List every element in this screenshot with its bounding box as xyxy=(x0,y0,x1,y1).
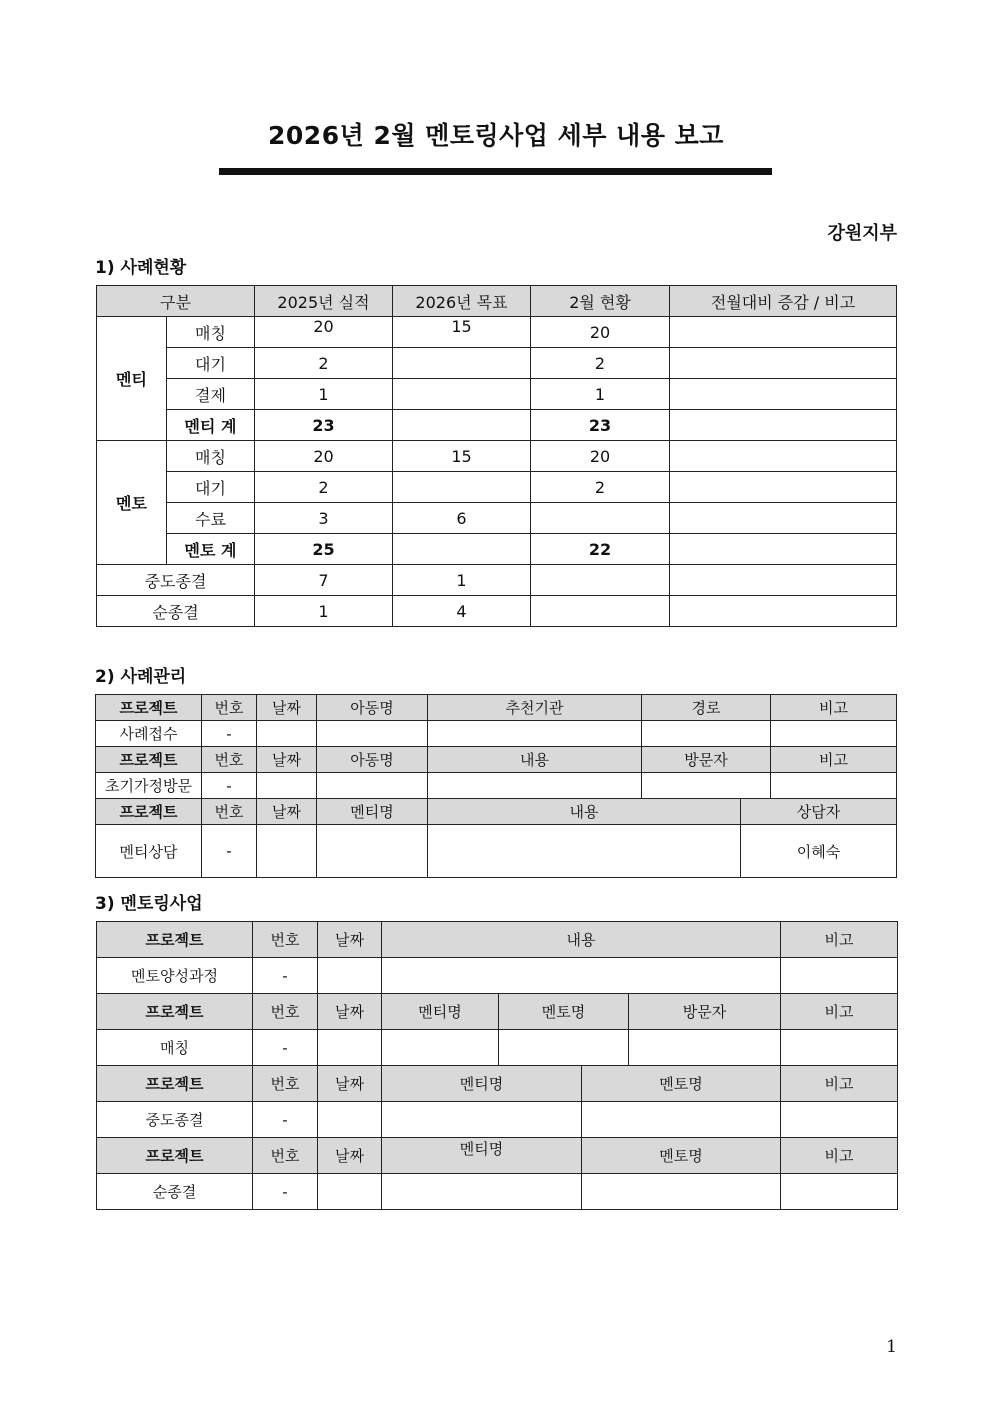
header-cell: 2025년 실적 xyxy=(255,286,393,317)
mentor-name-cell xyxy=(582,1174,781,1210)
document-title: 2026년 2월 멘토링사업 세부 내용 보고 xyxy=(268,121,724,150)
mentee-name-cell xyxy=(382,1102,582,1138)
header-cell: 날짜 xyxy=(257,695,317,721)
header-cell: 비고 xyxy=(781,922,898,958)
value-2026-target: 6 xyxy=(393,503,531,534)
header-cell: 비고 xyxy=(781,994,898,1030)
value-note xyxy=(670,379,897,410)
group-label-mentee: 멘티 xyxy=(97,317,167,441)
header-cell: 아동명 xyxy=(317,695,428,721)
counselor-cell: 이혜숙 xyxy=(741,825,897,878)
row-label: 중도종결 xyxy=(97,565,255,596)
table-row xyxy=(97,410,897,441)
header-cell: 번호 xyxy=(253,994,318,1030)
header-cell: 비고 xyxy=(781,1066,898,1102)
header-cell: 번호 xyxy=(253,1138,318,1174)
value-2025: 2 xyxy=(255,472,393,503)
value-feb: 1 xyxy=(531,379,670,410)
value-2026-target xyxy=(393,472,531,503)
date-cell xyxy=(318,958,382,994)
header-cell: 방문자 xyxy=(629,994,781,1030)
page-number: 1 xyxy=(886,1337,897,1357)
project-cell: 사례접수 xyxy=(96,721,202,747)
header-cell: 경로 xyxy=(642,695,771,721)
table-row xyxy=(97,534,897,565)
value-feb: 22 xyxy=(531,534,670,565)
header-cell: 날짜 xyxy=(257,799,317,825)
header-cell: 프로젝트 xyxy=(97,1138,253,1174)
table-row xyxy=(97,565,897,596)
value-feb: 20 xyxy=(531,317,670,348)
mentee-name-cell xyxy=(382,1030,499,1066)
note-cell xyxy=(781,1174,898,1210)
table-header-row xyxy=(97,1138,898,1174)
value-feb xyxy=(531,503,670,534)
header-cell: 번호 xyxy=(253,922,318,958)
value-2026-target: 4 xyxy=(393,596,531,627)
section-heading-case-status: 1) 사례현황 xyxy=(95,258,187,278)
table-row xyxy=(97,441,897,472)
header-cell: 프로젝트 xyxy=(96,747,202,773)
value-note xyxy=(670,441,897,472)
visitor-cell xyxy=(629,1030,781,1066)
mentor-name-cell xyxy=(582,1102,781,1138)
case-management-table xyxy=(95,694,897,878)
table-row xyxy=(97,958,898,994)
value-note xyxy=(670,534,897,565)
mentee-name-cell xyxy=(317,825,428,878)
header-cell: 구분 xyxy=(97,286,255,317)
header-cell: 비고 xyxy=(771,747,897,773)
table-row xyxy=(96,773,897,799)
route-cell xyxy=(642,721,771,747)
row-label: 수료 xyxy=(167,503,255,534)
header-cell: 멘티명 xyxy=(382,1138,582,1174)
row-label-total: 멘티 계 xyxy=(167,410,255,441)
section-heading-case-management: 2) 사례관리 xyxy=(95,667,187,687)
header-cell: 내용 xyxy=(382,922,781,958)
number-cell: - xyxy=(202,721,257,747)
table-row xyxy=(97,503,897,534)
table-header-row xyxy=(97,286,897,317)
project-cell: 순종결 xyxy=(97,1174,253,1210)
header-cell: 날짜 xyxy=(257,747,317,773)
table-row xyxy=(97,348,897,379)
date-cell xyxy=(318,1174,382,1210)
header-cell: 멘티명 xyxy=(317,799,428,825)
project-cell: 멘티상담 xyxy=(96,825,202,878)
mentoring-program-table xyxy=(96,921,898,1210)
date-cell xyxy=(257,773,317,799)
value-2025: 23 xyxy=(255,410,393,441)
header-cell: 번호 xyxy=(253,1066,318,1102)
header-cell: 번호 xyxy=(202,695,257,721)
value-feb: 2 xyxy=(531,348,670,379)
header-cell: 비고 xyxy=(781,1138,898,1174)
note-cell xyxy=(781,1030,898,1066)
title-underline xyxy=(219,168,772,175)
date-cell xyxy=(257,721,317,747)
table-row xyxy=(97,379,897,410)
number-cell: - xyxy=(202,825,257,878)
header-cell: 비고 xyxy=(771,695,897,721)
header-cell: 프로젝트 xyxy=(96,695,202,721)
header-cell: 내용 xyxy=(428,799,741,825)
header-cell: 프로젝트 xyxy=(97,922,253,958)
case-status-table xyxy=(96,285,897,627)
row-label: 순종결 xyxy=(97,596,255,627)
header-cell: 2월 현황 xyxy=(531,286,670,317)
header-cell: 날짜 xyxy=(318,1066,382,1102)
value-2025: 25 xyxy=(255,534,393,565)
table-header-row xyxy=(96,799,897,825)
table-row xyxy=(97,596,897,627)
value-2026-target xyxy=(393,379,531,410)
date-cell xyxy=(257,825,317,878)
value-note xyxy=(670,596,897,627)
value-note xyxy=(670,410,897,441)
table-row xyxy=(97,317,897,348)
child-name-cell xyxy=(317,773,428,799)
table-header-row xyxy=(96,695,897,721)
visitor-cell xyxy=(642,773,771,799)
header-cell: 아동명 xyxy=(317,747,428,773)
header-cell: 번호 xyxy=(202,747,257,773)
row-label: 대기 xyxy=(167,472,255,503)
project-cell: 멘토양성과정 xyxy=(97,958,253,994)
mentor-name-cell xyxy=(499,1030,629,1066)
table-header-row xyxy=(97,922,898,958)
number-cell: - xyxy=(253,958,318,994)
header-cell: 추천기관 xyxy=(428,695,642,721)
number-cell: - xyxy=(202,773,257,799)
header-cell: 전월대비 증감 / 비고 xyxy=(670,286,897,317)
header-cell: 2026년 목표 xyxy=(393,286,531,317)
note-cell xyxy=(771,721,897,747)
header-cell: 날짜 xyxy=(318,922,382,958)
value-2026-target xyxy=(393,348,531,379)
header-cell: 멘티명 xyxy=(382,1066,582,1102)
date-cell xyxy=(318,1102,382,1138)
header-cell: 멘토명 xyxy=(499,994,629,1030)
table-header-row xyxy=(96,747,897,773)
value-2026-target: 1 xyxy=(393,565,531,596)
value-feb: 2 xyxy=(531,472,670,503)
row-label-total: 멘토 계 xyxy=(167,534,255,565)
value-note xyxy=(670,472,897,503)
value-2025: 7 xyxy=(255,565,393,596)
number-cell: - xyxy=(253,1174,318,1210)
header-cell: 프로젝트 xyxy=(97,1066,253,1102)
header-cell: 날짜 xyxy=(318,1138,382,1174)
content-cell xyxy=(428,825,741,878)
section-heading-mentoring: 3) 멘토링사업 xyxy=(95,894,203,914)
mentee-name-cell xyxy=(382,1174,582,1210)
value-feb: 23 xyxy=(531,410,670,441)
header-cell: 멘토명 xyxy=(582,1066,781,1102)
header-cell: 멘티명 xyxy=(382,994,499,1030)
value-feb: 20 xyxy=(531,441,670,472)
row-label: 대기 xyxy=(167,348,255,379)
header-cell: 내용 xyxy=(428,747,642,773)
value-2025: 1 xyxy=(255,379,393,410)
table-row xyxy=(96,825,897,878)
value-2025: 20 xyxy=(255,317,393,348)
table-row xyxy=(96,721,897,747)
content-cell xyxy=(428,773,642,799)
row-label: 매칭 xyxy=(167,441,255,472)
table-header-row xyxy=(97,1066,898,1102)
child-name-cell xyxy=(317,721,428,747)
content-cell xyxy=(382,958,781,994)
value-note xyxy=(670,317,897,348)
header-cell: 번호 xyxy=(202,799,257,825)
table-row xyxy=(97,1102,898,1138)
date-cell xyxy=(318,1030,382,1066)
value-note xyxy=(670,565,897,596)
value-2025: 20 xyxy=(255,441,393,472)
header-cell: 상담자 xyxy=(741,799,897,825)
value-feb xyxy=(531,596,670,627)
value-2026-target: 15 xyxy=(393,317,531,348)
value-2026-target: 15 xyxy=(393,441,531,472)
project-cell: 매칭 xyxy=(97,1030,253,1066)
header-cell: 멘토명 xyxy=(582,1138,781,1174)
value-note xyxy=(670,348,897,379)
group-label-mentor: 멘토 xyxy=(97,441,167,565)
referral-cell xyxy=(428,721,642,747)
header-cell: 프로젝트 xyxy=(97,994,253,1030)
project-cell: 중도종결 xyxy=(97,1102,253,1138)
number-cell: - xyxy=(253,1030,318,1066)
table-row xyxy=(97,1030,898,1066)
table-row xyxy=(97,472,897,503)
header-cell: 날짜 xyxy=(318,994,382,1030)
branch-name: 강원지부 xyxy=(827,223,897,244)
value-feb xyxy=(531,565,670,596)
value-2026-target xyxy=(393,410,531,441)
value-2025: 2 xyxy=(255,348,393,379)
row-label: 매칭 xyxy=(167,317,255,348)
table-header-row xyxy=(97,994,898,1030)
value-2025: 1 xyxy=(255,596,393,627)
project-cell: 초기가정방문 xyxy=(96,773,202,799)
row-label: 결제 xyxy=(167,379,255,410)
note-cell xyxy=(771,773,897,799)
value-2026-target xyxy=(393,534,531,565)
table-row xyxy=(97,1174,898,1210)
note-cell xyxy=(781,958,898,994)
note-cell xyxy=(781,1102,898,1138)
header-cell: 프로젝트 xyxy=(96,799,202,825)
number-cell: - xyxy=(253,1102,318,1138)
value-note xyxy=(670,503,897,534)
header-cell: 방문자 xyxy=(642,747,771,773)
value-2025: 3 xyxy=(255,503,393,534)
